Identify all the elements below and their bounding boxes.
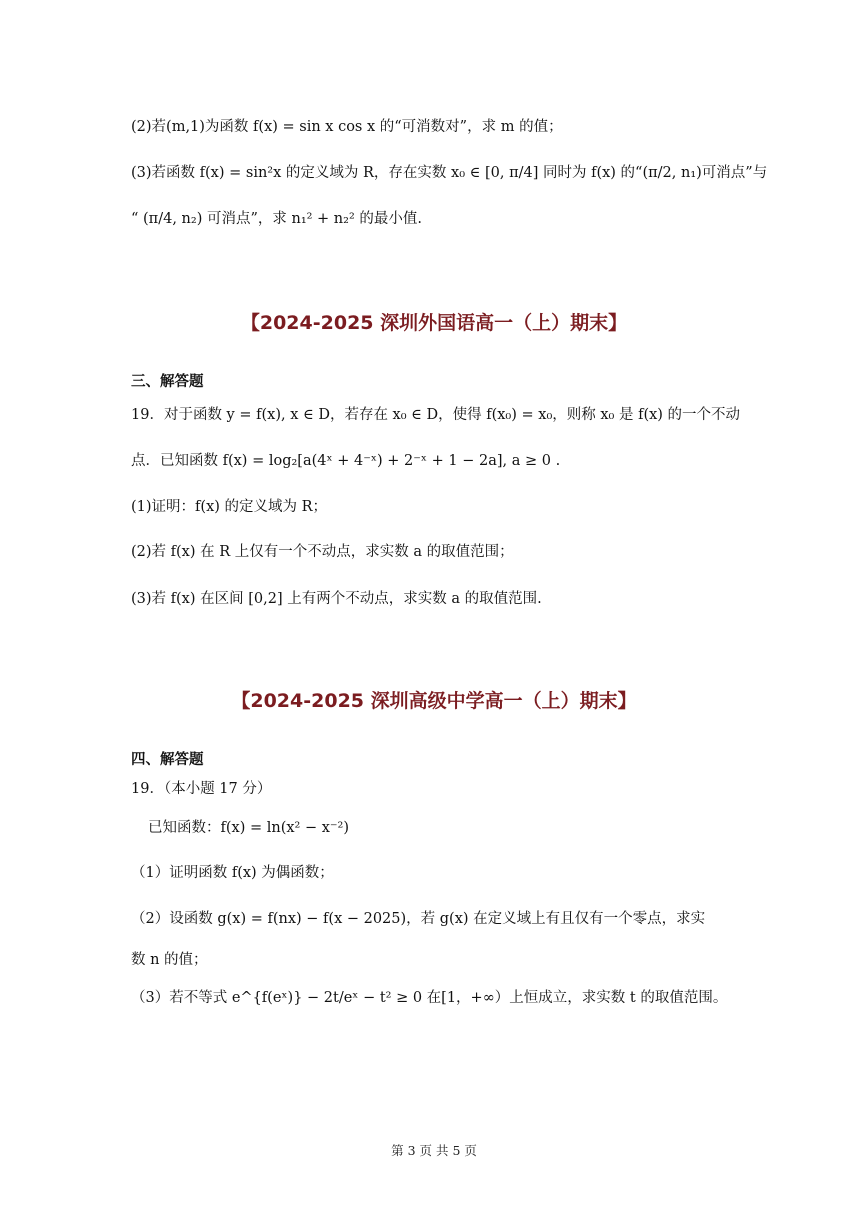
q19b-given: 已知函数：f(x) = ln(x² − x⁻²) — [148, 820, 350, 836]
problem-3-text-line1: (3)若函数 f(x) = sin²x 的定义域为 R，存在实数 x₀ ∈ [0, π/4] 同时为 f(x) 的“(π/2, n₁)可消点”与 — [131, 165, 768, 181]
q19b-part2-line1: （2）设函数 g(x) = f(nx) − f(x − 2025)，若 g(x) 在定义域上有且仅有一个零点，求实 — [131, 911, 706, 927]
q19-text-line2: 点．已知函数 f(x) = log₂[a(4ˣ + 4⁻ˣ) + 2⁻ˣ + 1 − 2a], a ≥ 0 . — [131, 453, 561, 469]
q19-text-line1: 19．对于函数 y = f(x), x ∈ D，若存在 x₀ ∈ D，使得 f(x₀) = x₀，则称 x₀ 是 f(x) 的一个不动 — [131, 407, 741, 423]
q19-part1: (1)证明：f(x) 的定义域为 R； — [131, 499, 328, 515]
problem-3-text-line2: “ (π/4, n₂) 可消点”，求 n₁² + n₂² 的最小值. — [131, 211, 422, 227]
q19b-part3: （3）若不等式 e^{f(eˣ)} − 2t/eˣ − t² ≥ 0 在[1，+∞）上恒成立，求实数 t 的取值范围。 — [131, 990, 728, 1006]
section-heading-shenzhen-foreign-language: 【2024-2025 深圳外国语高一（上）期末】 — [240, 312, 628, 334]
section-label-solve: 三、解答题 — [131, 373, 204, 390]
section-heading-shenzhen-senior-high: 【2024-2025 深圳高级中学高一（上）期末】 — [231, 690, 637, 712]
q19b-part1: （1）证明函数 f(x) 为偶函数； — [131, 865, 334, 881]
problem-2-text: (2)若(m,1)为函数 f(x) = sin x cos x 的“可消数对”，求 m 的值； — [131, 119, 563, 135]
section-label-solve-b: 四、解答题 — [131, 751, 204, 768]
q19b-part2-line2: 数 n 的值； — [131, 952, 208, 968]
q19-part3: (3)若 f(x) 在区间 [0,2] 上有两个不动点，求实数 a 的取值范围. — [131, 591, 542, 607]
q19b-title: 19．（本小题 17 分） — [131, 781, 272, 797]
page-footer: 第 3 页 共 5 页 — [391, 1143, 477, 1158]
q19-part2: (2)若 f(x) 在 R 上仅有一个不动点，求实数 a 的取值范围； — [131, 544, 514, 560]
